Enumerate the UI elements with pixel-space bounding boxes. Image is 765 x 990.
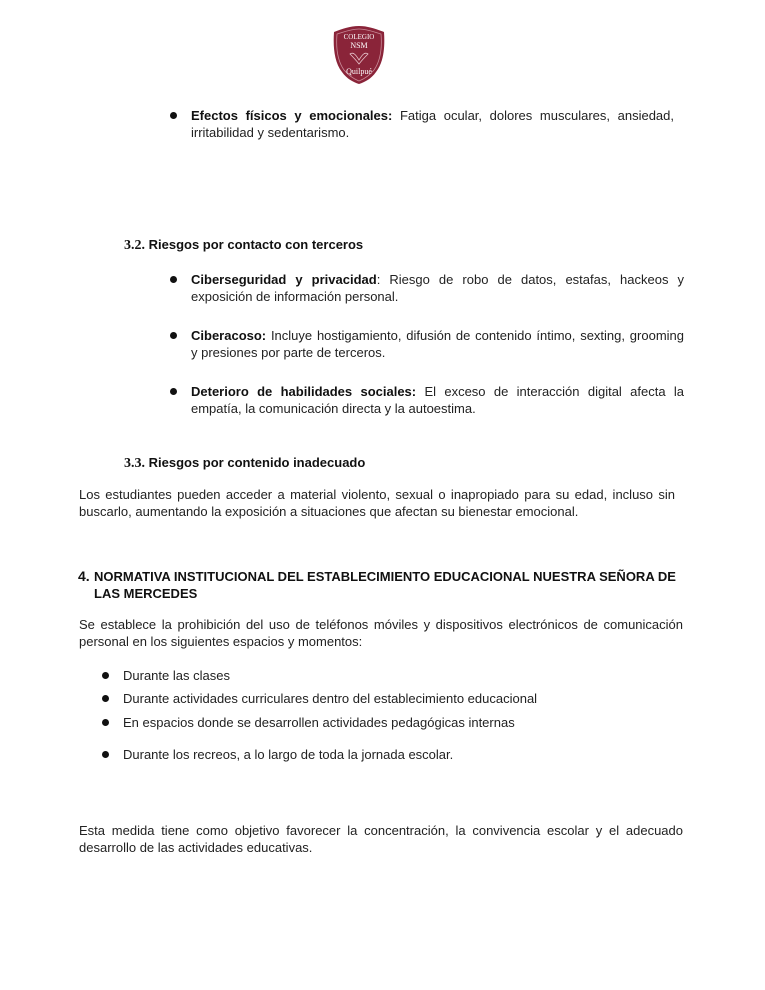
paragraph: Los estudiantes pueden acceder a material violento, sexual o inapropiado para su edad, incluso sin buscarlo, aumentando la exposición a situaciones que afectan su bienestar emocional. [79, 487, 675, 519]
school-logo [330, 24, 388, 86]
section-number: 3.2. [124, 238, 145, 253]
paragraph: Esta medida tiene como objetivo favorecer la concentración, la convivencia escolar y el adecuado desarrollo de las actividades educativas. [79, 823, 683, 855]
bullet-icon [102, 751, 109, 758]
section-heading-3-2 [124, 236, 363, 254]
list-item-text: Incluye hostigamiento, difusión de contenido íntimo, sexting, grooming y presiones por parte de terceros. [191, 328, 684, 360]
section-number: 4. [78, 568, 90, 584]
list-item-text: Fatiga ocular, dolores musculares, ansiedad, irritabilidad y sedentarismo. [191, 108, 674, 140]
list-item [191, 327, 684, 361]
section-number: 3.3. [124, 456, 145, 471]
bullet-icon [102, 695, 109, 702]
list-item-title: Deterioro de habilidades sociales: [191, 384, 417, 399]
shield-crest-icon [330, 24, 388, 86]
bullet-icon [170, 388, 177, 395]
logo-line-2: NSM [350, 41, 368, 50]
list-item: Durante los recreos, a lo largo de toda la jornada escolar. [123, 747, 454, 762]
section-title: Riesgos por contacto con terceros [145, 237, 364, 252]
logo-line-3: Quilpué [346, 67, 372, 76]
list-item [191, 271, 684, 305]
section-title: NORMATIVA INSTITUCIONAL DEL ESTABLECIMIENTO EDUCACIONAL NUESTRA SEÑORA DE LAS MERCEDES [94, 569, 676, 601]
list-item [191, 107, 674, 141]
list-item-text: El exceso de interacción digital afecta la empatía, la comunicación directa y la autoestima. [191, 384, 685, 416]
bullet-icon [170, 276, 177, 283]
bullet-icon [170, 332, 177, 339]
list-item-title: Ciberacoso: [191, 328, 267, 343]
list-item [191, 383, 684, 417]
list-item: Durante las clases [123, 668, 230, 683]
bullet-icon [102, 719, 109, 726]
bullet-icon [170, 112, 177, 119]
list-item-title: Efectos físicos y emocionales: [191, 108, 393, 123]
list-item: En espacios donde se desarrollen actividades pedagógicas internas [123, 715, 515, 730]
section-heading-4 [78, 568, 686, 602]
section-heading-3-3 [124, 454, 365, 472]
bullet-icon [102, 672, 109, 679]
list-item-title: Ciberseguridad y privacidad [191, 272, 377, 287]
section-title: Riesgos por contenido inadecuado [145, 455, 366, 470]
list-item: Durante actividades curriculares dentro del establecimiento educacional [123, 691, 538, 706]
list-item-text: : Riesgo de robo de datos, estafas, hackeos y exposición de información personal. [191, 272, 684, 304]
logo-line-1: COLEGIO [343, 33, 375, 41]
paragraph: Se establece la prohibición del uso de teléfonos móviles y dispositivos electrónicos de comunicación personal en los siguientes espacios y momentos: [79, 617, 683, 649]
